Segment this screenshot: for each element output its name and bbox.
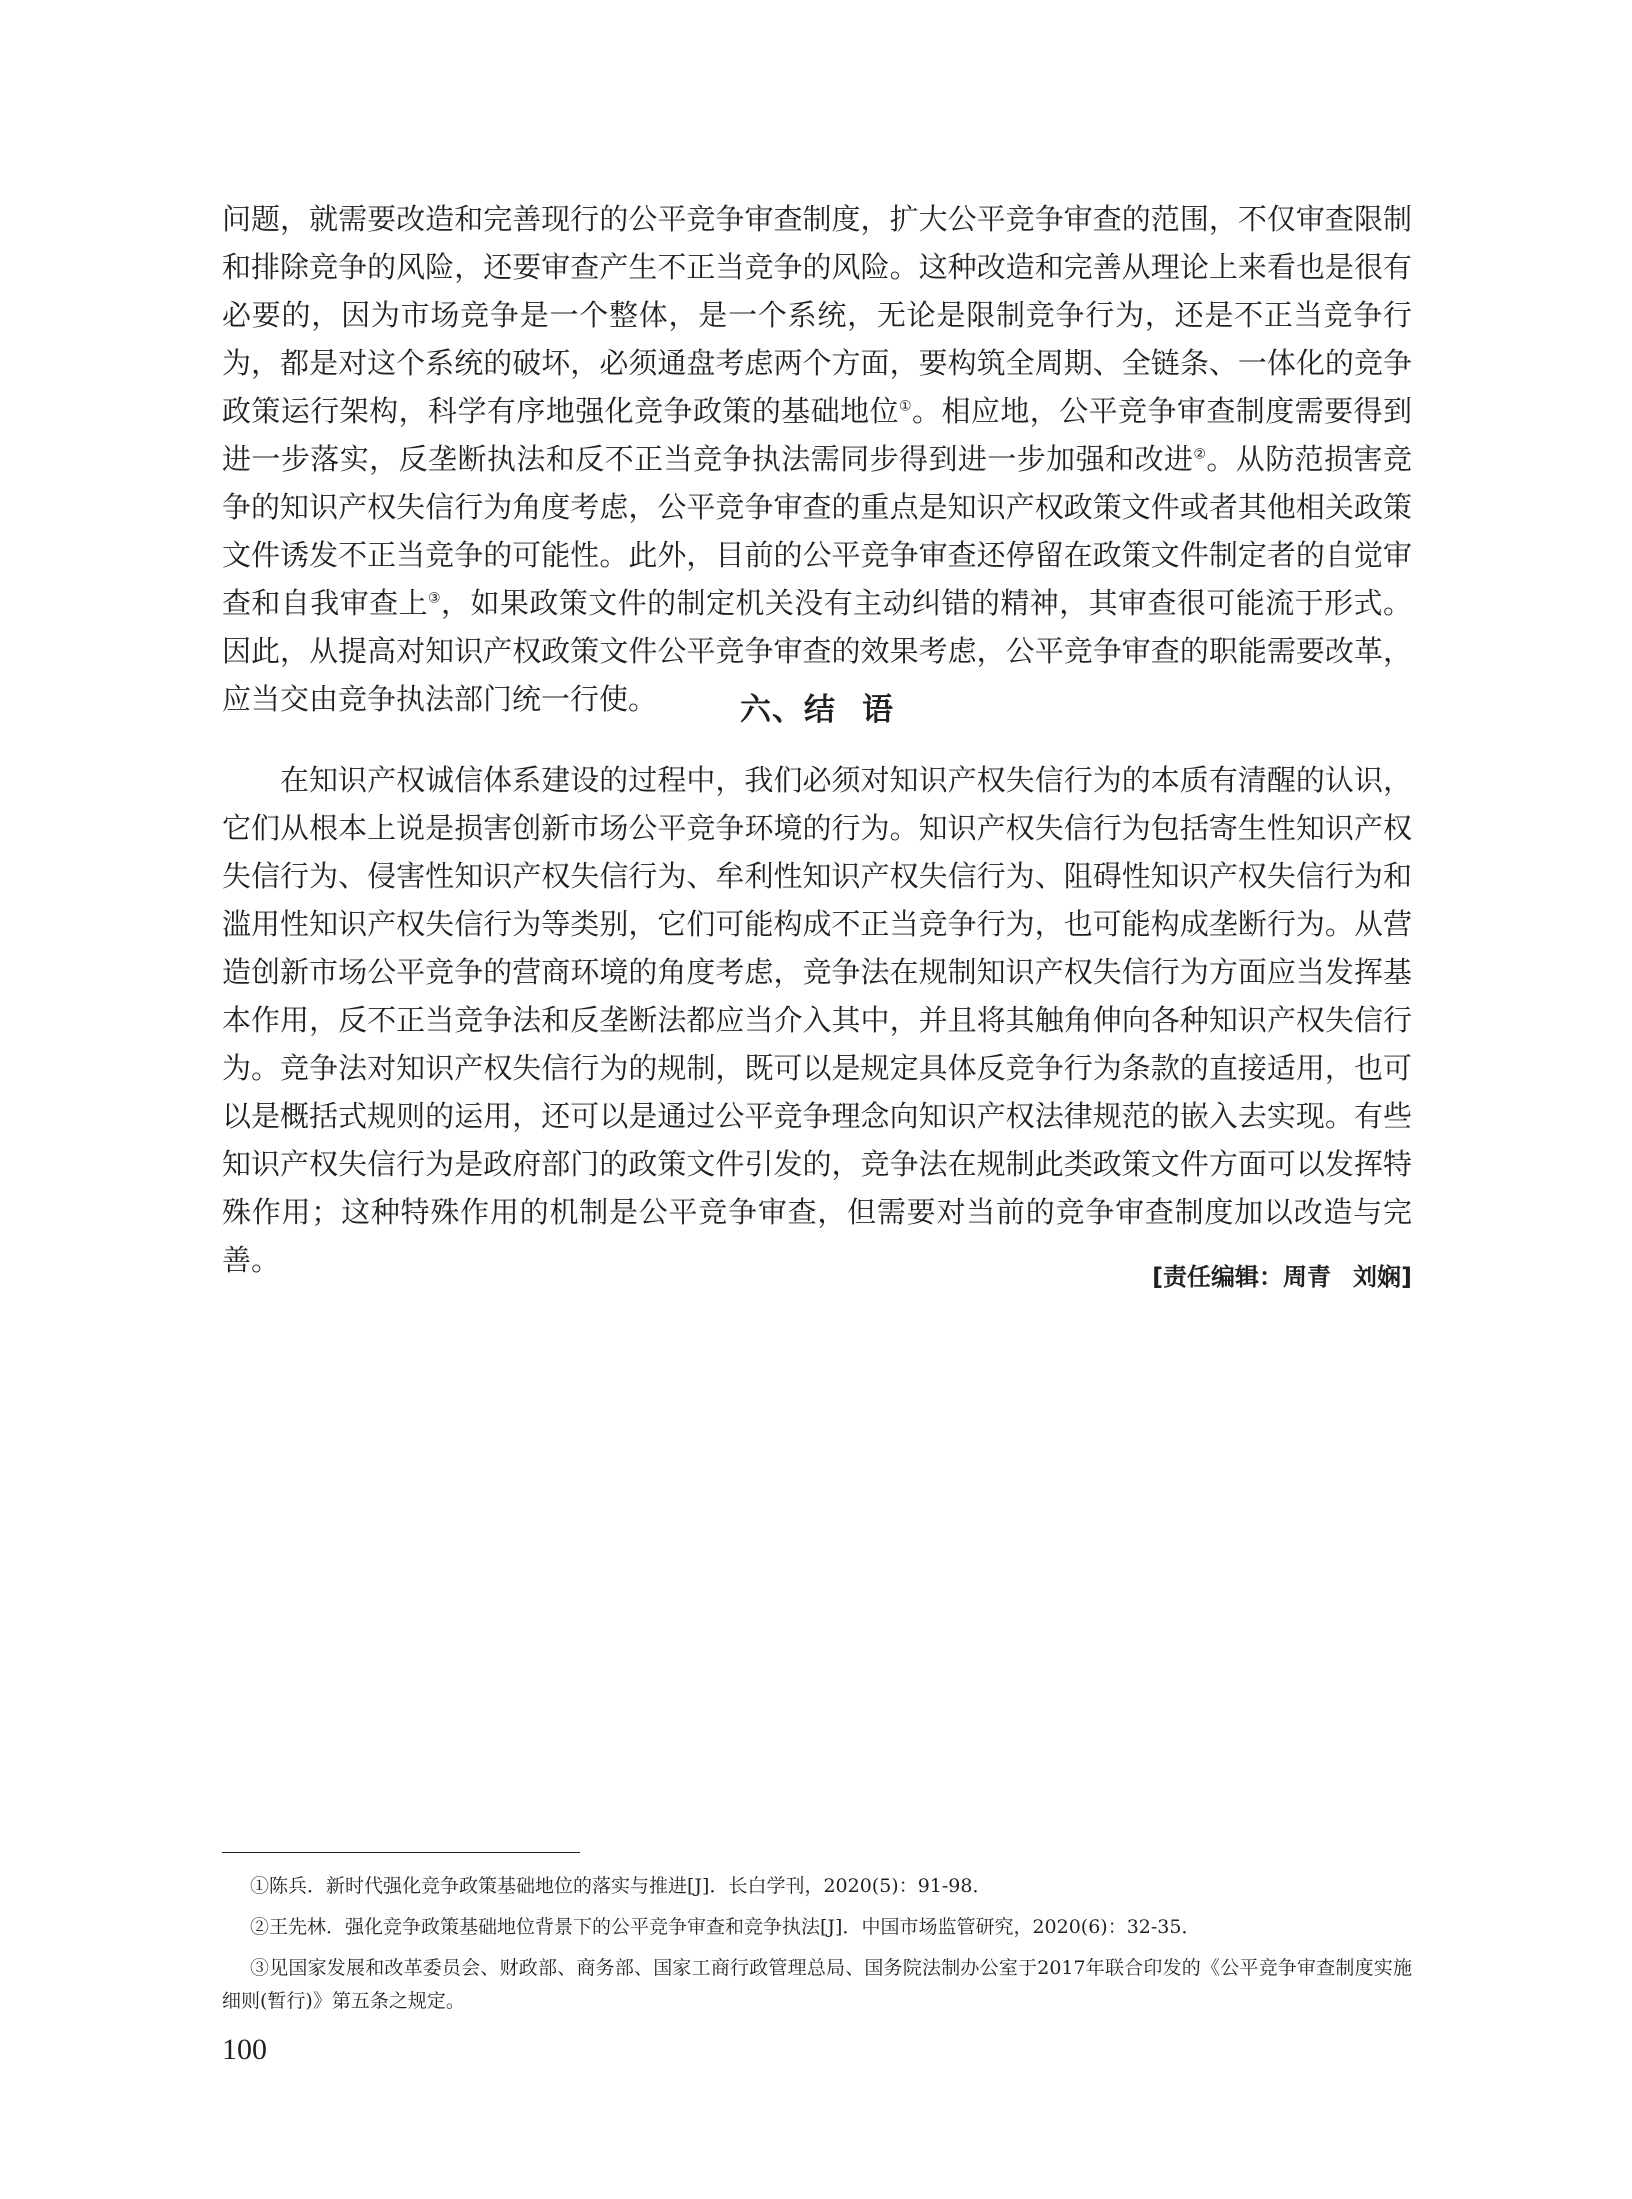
footnote-ref-3[interactable]: ③ — [428, 590, 442, 607]
paragraph-1-text-d: ，如果政策文件的制定机关没有主动纠错的精神，其审查很可能流于形式。因此，从提高对知识产权政策文件公平竞争审查的效果考虑，公平竞争审查的职能需要改革，应当交由竞争执法部门统一行使。 — [222, 586, 1412, 716]
footnote-divider — [222, 1852, 580, 1853]
paragraph-1-text-a: 问题，就需要改造和完善现行的公平竞争审查制度，扩大公平竞争审查的范围，不仅审查限制和排除竞争的风险，还要审查产生不正当竞争的风险。这种改造和完善从理论上来看也是很有必要的，因为市场竞争是一个整体，是一个系统，无论是限制竞争行为，还是不正当竞争行为，都是对这个系统的破坏，必须通盘考虑两个方面，要构筑全周期、全链条、一体化的竞争政策运行架构，科学有序地强化竞争政策的基础地位 — [222, 202, 1412, 428]
footnotes — [222, 1870, 1412, 2026]
page-number: 100 — [222, 2033, 267, 2066]
footnote-1: ①陈兵．新时代强化竞争政策基础地位的落实与推进[J]．长白学刊，2020(5)：91-98． — [250, 1875, 992, 1897]
section-heading — [222, 690, 1412, 730]
body-paragraph-2: 在知识产权诚信体系建设的过程中，我们必须对知识产权失信行为的本质有清醒的认识，它们从根本上说是损害创新市场公平竞争环境的行为。知识产权失信行为包括寄生性知识产权失信行为、侵害性知识产权失信行为、牟利性知识产权失信行为、阻碍性知识产权失信行为和滥用性知识产权失信行为等类别，它们可能构成不正当竞争行为，也可能构成垄断行为。从营造创新市场公平竞争的营商环境的角度考虑，竞争法在规制知识产权失信行为方面应当发挥基本作用，反不正当竞争法和反垄断法都应当介入其中，并且将其触角伸向各种知识产权失信行为。竞争法对知识产权失信行为的规制，既可以是规定具体反竞争行为条款的直接适用，也可以是概括式规则的运用，还可以是通过公平竞争理念向知识产权法律规范的嵌入去实现。有些知识产权失信行为是政府部门的政策文件引发的，竞争法在规制此类政策文件方面可以发挥特殊作用；这种特殊作用的机制是公平竞争审查，但需要对当前的竞争审查制度加以改造与完善。 — [222, 763, 1412, 1277]
body-paragraph-1 — [222, 195, 1412, 723]
footnote-ref-2[interactable]: ② — [1193, 446, 1207, 463]
paragraph-1-text-b: 。相应地，公平竞争审查制度需要得到进一步落实，反垄断执法和反不正当竞争执法需同步得到进一步加强和改进 — [222, 394, 1412, 476]
footnote-ref-1[interactable]: ① — [899, 398, 913, 415]
footnote-3: ③见国家发展和改革委员会、财政部、商务部、国家工商行政管理总局、国务院法制办公室于2017年联合印发的《公平竞争审查制度实施细则(暂行)》第五条之规定。 — [222, 1957, 1412, 2012]
editor-prefix: [责任编辑：周青 — [1152, 1263, 1332, 1291]
footnote-2: ②王先林．强化竞争政策基础地位背景下的公平竞争审查和竞争执法[J]．中国市场监管研究，2020(6)：32-35． — [250, 1916, 1201, 1938]
section-heading-part-2: 语 — [862, 692, 894, 728]
paragraph-1-text-c: 。从防范损害竞争的知识产权失信行为角度考虑，公平竞争审查的重点是知识产权政策文件或者其他相关政策文件诱发不正当竞争的可能性。此外，目前的公平竞争审查还停留在政策文件制定者的自觉审查和自我审查上 — [222, 442, 1412, 620]
responsible-editor — [1152, 1260, 1412, 1294]
section-heading-part-1: 六、结 — [740, 692, 836, 728]
editor-suffix: 刘娴] — [1353, 1263, 1412, 1291]
